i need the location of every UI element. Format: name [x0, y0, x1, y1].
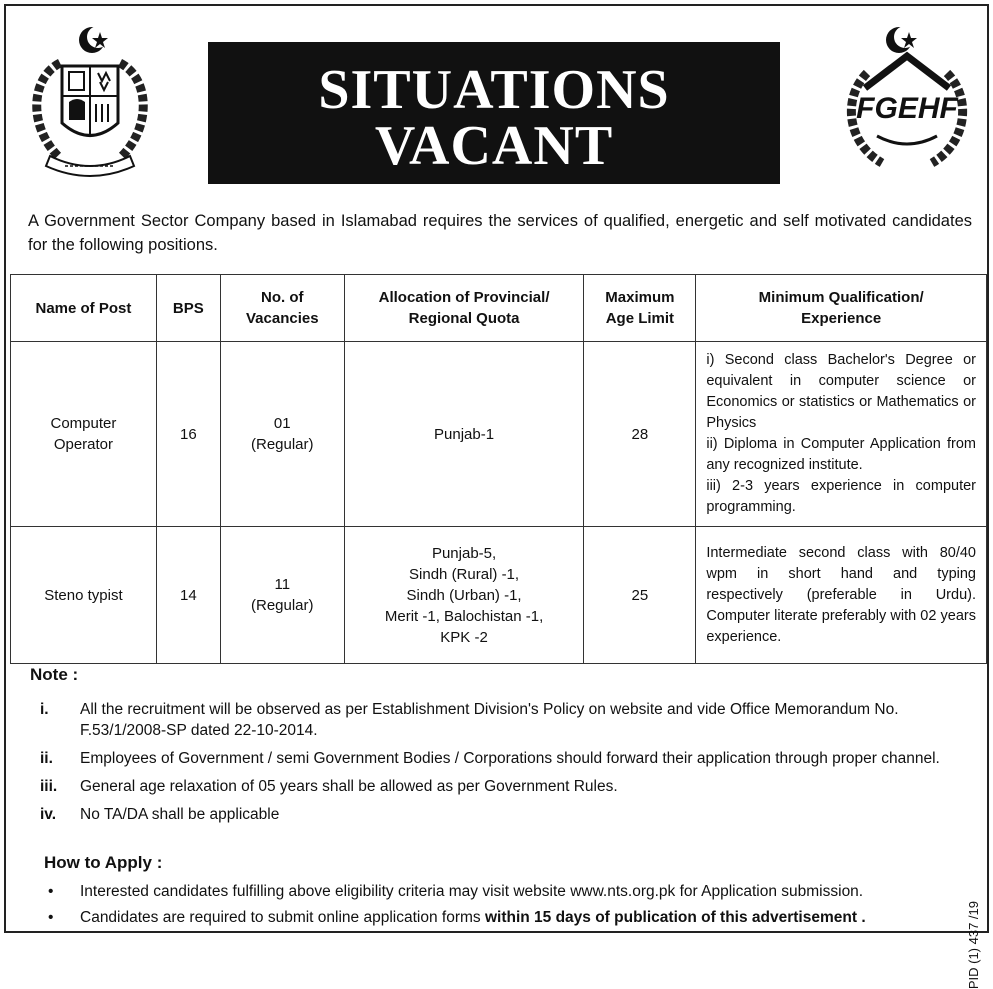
header-vacancies-line2: Vacancies	[245, 310, 319, 327]
note-text: Employees of Government / semi Government Bodies / Corporations should forward their application through proper channel.	[80, 750, 940, 767]
quota-line: Sindh (Urban) -1,	[406, 586, 522, 604]
header-age-line2: Age Limit	[605, 310, 675, 327]
post-name-line2: Operator	[53, 436, 114, 453]
table-row	[11, 527, 987, 664]
header-age-line1: Maximum	[605, 289, 675, 306]
qualification-line: iii) 2-3 years experience in computer programming.	[706, 478, 976, 515]
note-number: iv.	[40, 806, 57, 823]
fgehf-logo-text: FGEHF	[856, 92, 958, 125]
cell-quota	[344, 342, 584, 527]
quota-line: Punjab-1	[434, 425, 495, 443]
header-bps: BPS	[156, 275, 220, 342]
intro-paragraph: A Government Sector Company based in Islamabad requires the services of qualified, energetic and self motivated candidates for the following positions.	[28, 212, 972, 254]
cell-age-limit: 28	[584, 342, 696, 527]
qualification-line: Intermediate second class with 80/40 wpm in short hand and typing respectively (preferable in Urdu). Computer literate preferably with 02 years experience.	[706, 544, 976, 645]
header-quota-line1: Allocation of Provincial/	[378, 289, 550, 306]
state-emblem-icon	[20, 18, 160, 180]
how-to-apply-list	[44, 881, 944, 933]
note-text: No TA/DA shall be applicable	[80, 806, 280, 823]
vacancy-count: 11	[274, 576, 291, 593]
cell-qualification	[696, 342, 987, 527]
list-item	[40, 699, 940, 741]
list-item	[44, 907, 944, 928]
header-quota-line2: Regional Quota	[408, 310, 520, 327]
quota-line: Merit -1, Balochistan -1,	[384, 607, 544, 625]
note-number: i.	[40, 701, 49, 718]
apply-deadline-text: within 15 days of publication of this advertisement .	[484, 909, 866, 926]
cell-post-name	[11, 527, 157, 664]
note-number: iii.	[40, 778, 58, 795]
qualification-line: i) Second class Bachelor's Degree or equivalent in computer science or Economics or statistics or Mathematics or Physics	[706, 352, 976, 431]
cell-age-limit: 25	[584, 527, 696, 664]
table-header-row	[11, 275, 987, 342]
post-name-line1: Steno typist	[44, 586, 123, 604]
how-to-apply-heading: How to Apply :	[44, 853, 163, 872]
pid-number: PID (1) 437 /19	[966, 901, 981, 989]
cell-qualification	[696, 527, 987, 664]
quota-line: KPK -2	[440, 628, 488, 646]
title-banner	[208, 42, 780, 209]
header-quota	[344, 275, 584, 342]
list-item	[44, 881, 944, 902]
header-qualification	[696, 275, 987, 342]
positions-table	[10, 274, 987, 664]
fgehf-logo-icon	[837, 18, 977, 180]
apply-text: Candidates are required to submit online application forms	[80, 909, 485, 926]
notes-list	[40, 699, 940, 832]
vacancy-type: (Regular)	[251, 436, 314, 453]
header-qual-line1: Minimum Qualification/	[758, 289, 924, 306]
qualification-line: ii) Diploma in Computer Application from any recognized institute.	[706, 436, 976, 473]
header-age-limit	[584, 275, 696, 342]
cell-post-name	[11, 342, 157, 527]
list-item	[40, 776, 940, 797]
cell-vacancies	[220, 527, 344, 664]
note-number: ii.	[40, 750, 53, 767]
cell-bps: 14	[156, 527, 220, 664]
header-vacancies-line1: No. of	[261, 289, 304, 306]
header-qual-line2: Experience	[801, 310, 882, 327]
apply-text: Interested candidates fulfilling above eligibility criteria may visit website www.nts.org.pk for Application submission.	[80, 883, 864, 900]
header-vacancies	[220, 275, 344, 342]
cell-bps: 16	[156, 342, 220, 527]
cell-quota	[344, 527, 584, 664]
advertisement-page	[4, 4, 989, 989]
vacancy-type: (Regular)	[251, 597, 314, 614]
quota-line: Sindh (Rural) -1,	[409, 565, 520, 583]
post-name-line1: Computer	[50, 415, 117, 432]
vacancy-count: 01	[273, 415, 291, 432]
list-item	[40, 804, 940, 825]
bullet-icon: •	[48, 909, 54, 926]
list-item	[40, 748, 940, 769]
table-row	[11, 342, 987, 527]
notes-heading: Note :	[30, 665, 79, 684]
header-name-of-post: Name of Post	[11, 275, 157, 342]
note-text: General age relaxation of 05 years shall be allowed as per Government Rules.	[80, 778, 618, 795]
bullet-icon: •	[48, 883, 54, 900]
page-title: SITUATIONS VACANT	[318, 59, 670, 177]
quota-line: Punjab-5,	[431, 544, 497, 562]
page-subtitle: NTC HQ Building G-5/2, Islamabad, Pakistan	[283, 186, 705, 209]
note-text: All the recruitment will be observed as per Establishment Division's Policy on website and vide Office Memorandum No. F.53/1/2008-SP dated 22-10-2014.	[80, 701, 899, 739]
cell-vacancies	[220, 342, 344, 527]
